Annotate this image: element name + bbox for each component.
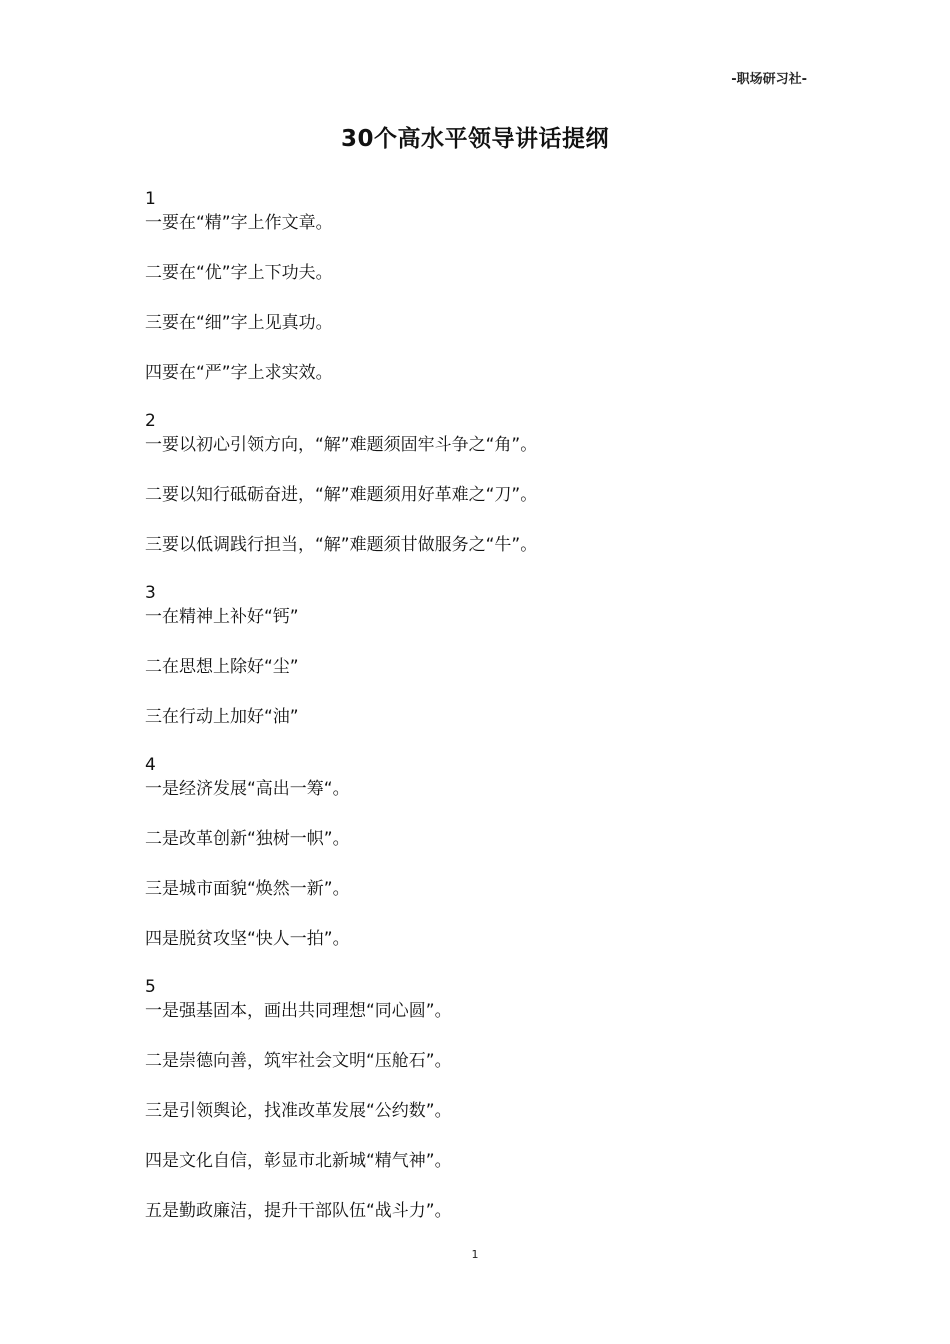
list-item: 二要在“优”字上下功夫。 [145,263,333,283]
section-3 [145,582,825,730]
list-item: 一是经济发展“高出一筹“。 [145,779,350,799]
list-item: 二在思想上除好“尘” [145,657,299,677]
list-item: 三是城市面貌“焕然一新”。 [145,879,350,899]
list-item: 三要在“细”字上见真功。 [145,313,333,333]
header-tag: -职场研习社- [731,72,807,87]
section-1 [145,188,825,386]
document-title: 30个高水平领导讲话提纲 [340,126,609,152]
page-number: 1 [471,1248,479,1261]
list-item: 四是脱贫攻坚“快人一拍”。 [145,929,350,949]
list-item: 三要以低调践行担当，“解”难题须甘做服务之“牛”。 [145,535,538,555]
list-item: 二要以知行砥砺奋进，“解”难题须用好革难之“刀”。 [145,485,538,505]
document-body [145,188,825,1224]
list-item: 四是文化自信，彰显市北新城“精气神”。 [145,1151,452,1171]
section-number: 3 [145,583,156,603]
section-number: 1 [145,189,156,209]
section-number: 2 [145,411,156,431]
section-number: 5 [145,977,156,997]
list-item: 五是勤政廉洁，提升干部队伍“战斗力”。 [145,1201,452,1221]
list-item: 二是崇德向善，筑牢社会文明“压舱石”。 [145,1051,452,1071]
list-item: 一在精神上补好“钙” [145,607,299,627]
list-item: 一要以初心引领方向，“解”难题须固牢斗争之“角”。 [145,435,538,455]
list-item: 三是引领舆论，找准改革发展“公约数”。 [145,1101,452,1121]
list-item: 三在行动上加好“油” [145,707,299,727]
section-number: 4 [145,755,156,775]
section-2 [145,410,825,558]
section-5 [145,976,825,1224]
list-item: 四要在“严”字上求实效。 [145,363,333,383]
section-4 [145,754,825,952]
list-item: 一是强基固本，画出共同理想“同心圆”。 [145,1001,452,1021]
list-item: 一要在“精”字上作文章。 [145,213,333,233]
list-item: 二是改革创新“独树一帜”。 [145,829,350,849]
